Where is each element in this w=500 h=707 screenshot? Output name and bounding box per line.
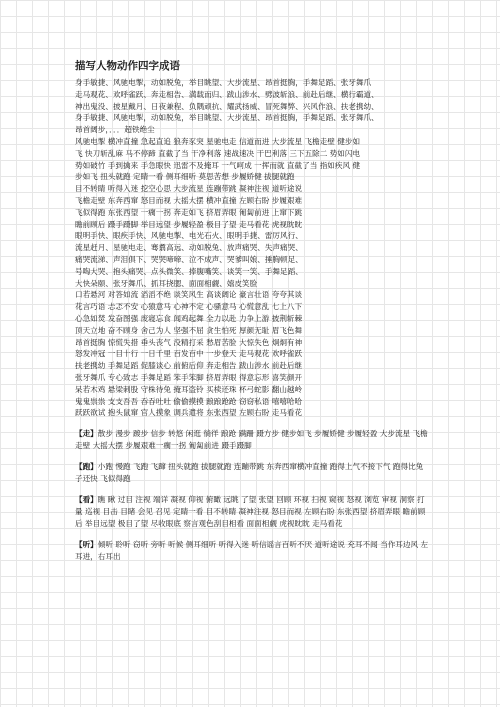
idiom-line: 痛哭流涕、声泪俱下、哭哭啼啼、泣不成声、哭爹叫娘、捶胸顿足、: [75, 254, 303, 264]
section-text: 倾听 聆听 窃听 旁听 听候 侧耳细听 听得入迷 听信谣言百听不厌 道听途说 充耳不闻 当作耳边风 左耳进，右耳出: [75, 540, 429, 562]
section-walk: [75, 428, 430, 452]
idiom-line: 步如飞 扭头就跑 定睛一看 侧耳细听 莫思苦想 步履娇健 拔腿就跑: [75, 172, 295, 182]
idiom-line: 流星赶月、星驰电走、骞翥高远、动如脱兔、放声痛哭、失声痛哭、: [75, 243, 303, 253]
section-run: [75, 461, 430, 485]
section-listen: [75, 539, 430, 563]
section-tag: 【听】: [75, 540, 98, 550]
document-page: [75, 60, 430, 563]
idiom-line: 飞檐走壁 东奔西窜 怒目而视 大摇大摆 横冲直撞 左顾右盼 步履艰难: [75, 195, 303, 205]
idiom-line: 号啕大哭、抱头痛哭、点头微笑、捧腹嘴笑、谈笑一笑、手舞足蹈、: [75, 266, 303, 276]
section-tag: 【看】: [75, 495, 98, 505]
section-look: [75, 494, 430, 530]
idiom-line: 神出鬼没、披星戴月、日夜兼程、负隅顽抗、耀武扬威、冒死舞弊、兴风作浪、扶老携幼、: [75, 101, 379, 111]
idiom-line: 身手敏捷、风驰电掣，动如脱兔，举目眺望、大步流星、昂首挺胸，手舞足蹈、张牙舞爪、: [75, 113, 379, 123]
section-text: 瞧 瞅 过目 注视 端详 凝视 仰视 俯瞰 远眺 了望 张望 回顾 环视 扫视 窥视 怒视 浏览 审视 洞察 打量 巡视 目击 目睹 会见 召见 定睛一看 目不转睛 凝神注视 怒目而视 左顾右盼 东张西望 挤眉弄眼 瞻前顾后 举目远望 极目了望 尽收眼底 察言观色刮目相看 面面相觑 虎视眈眈 走马看花: [75, 495, 426, 529]
idiom-line: 呆若木鸡 悬梁刺股 守株待兔 掩耳盗铃 买椟还珠 杯弓蛇影 翻山越岭: [75, 384, 303, 394]
idiom-line: 鬼鬼祟祟 支支吾吾 吞吞吐吐 偷偷摸摸 踉踉跄跄 窃窃私语 嘻嘻哈哈: [75, 396, 303, 406]
section-tag: 【走】: [75, 429, 98, 439]
idiom-line: 飞 快刀斩乱麻 马不停蹄 直截了当 干净利落 速战速决 干巴利落 三下五除二 势如闪电: [75, 148, 361, 158]
idiom-line: 顶天立地 奋不顾身 舍己为人 坚强不屈 贪生怕死 厚颜无耻 眉飞色舞: [75, 325, 303, 335]
document-title: 描写人物动作四字成语: [75, 60, 180, 72]
idiom-line: 大快朵颐、张牙舞爪、抓耳挠腮、面面相觑、嬉皮笑脸: [75, 278, 258, 288]
idiom-line: 怒发冲冠 一目十行 一日千里 百发百中 一步登天 走马观花 欢呼雀跃: [75, 349, 303, 359]
idiom-line: 身手敏捷、风驰电掣，动如脱兔，举目眺望、大步流星、昂首挺胸，手舞足蹈、张牙舞爪: [75, 78, 372, 87]
idiom-line: 张牙舞爪 专心致志 手舞足蹈 笨手笨脚 挤眉弄眼 得意忘形 喜笑颜开: [75, 372, 303, 382]
idiom-line: 扶老携幼 手舞足蹈 促膝谈心 前俯后仰 奔走相告 跋山涉水 前赴后继: [75, 361, 303, 371]
idiom-line: 口若悬河 对答如流 滔滔不绝 谈笑风生 高谈阔论 豪言壮语 夸夸其谈: [75, 290, 303, 300]
idiom-line: 花言巧语 忐忑不安 心猿意马 心神不定 心骚意马 心慌意乱 七上八下: [75, 302, 303, 312]
section-tag: 【跑】: [75, 462, 98, 472]
idiom-line: 昂首阔步，．．．超铁绝尘: [75, 125, 155, 135]
idiom-line: 势如破竹 手到擒来 手急眼快 迅雷不及掩耳 一气呵成 一挥而就 直截了当 指如疾风 健: [75, 160, 361, 170]
idiom-line: 飞似得跑 东张西望 一瘸一拐 奔走如飞 挤眉弄眼 匍匐前进 上窜下跳: [75, 207, 303, 217]
idiom-line: 昂首挺胸 惊慌失措 垂头丧气 没精打采 愁眉苦脸 大惊失色 炯炯有神: [75, 337, 303, 347]
idiom-line: 心急如焚 发奋图强 废寝忘食 闻鸡起舞 全力以赴 力争上游 披荆斩棘: [75, 313, 303, 323]
idiom-line: 跃跃欲试 抱头鼠窜 官人摸象 调兵遣将 东张西望 左顾右盼 走马看花: [75, 408, 303, 418]
idiom-line: 走马观花、欢呼雀跃、奔走相告、満载而归、跋山涉水、劈波斩浪、前赴后继、横行霸道、: [75, 89, 379, 99]
section-text: 小跑 慢跑 飞跑 飞蹿 扭头就跑 拔腿就跑 连蹦带跳 东奔西窜横冲直撞 跑得上气不接下气 跑得比兔子还快 飞似得跑: [75, 462, 424, 484]
idiom-line: 瞻前顾后 蹑手蹑脚 举目远望 步履轻盈 极目了望 走马看花 虎视眈眈: [75, 219, 303, 229]
idiom-line: 风驰电掣 横冲直撞 急起直追 狼奔豕突 星驰电走 信道而进 大步流星 飞檐走壁 健步如: [75, 136, 361, 146]
section-text: 散步 漫步 踱步 信步 转悠 闲逛 徜徉 踉跄 蹒跚 蹑方步 健步如飞 步履娇健 步履轻盈 大步流星 飞檐走壁 大摇大摆 步履艰难一瘸一拐 匍匐前进 蹑手蹑脚: [75, 429, 428, 451]
idiom-line: 目不转睛 听得入迷 挖空心思 大步流星 连蹦带跳 凝神注视 道听途说: [75, 184, 303, 194]
idiom-line: 眼明手快、眼疾手快、风驰电掣、电光石火、眼明手捷、雷厉风行、: [75, 231, 303, 241]
idiom-lines: [75, 77, 430, 419]
